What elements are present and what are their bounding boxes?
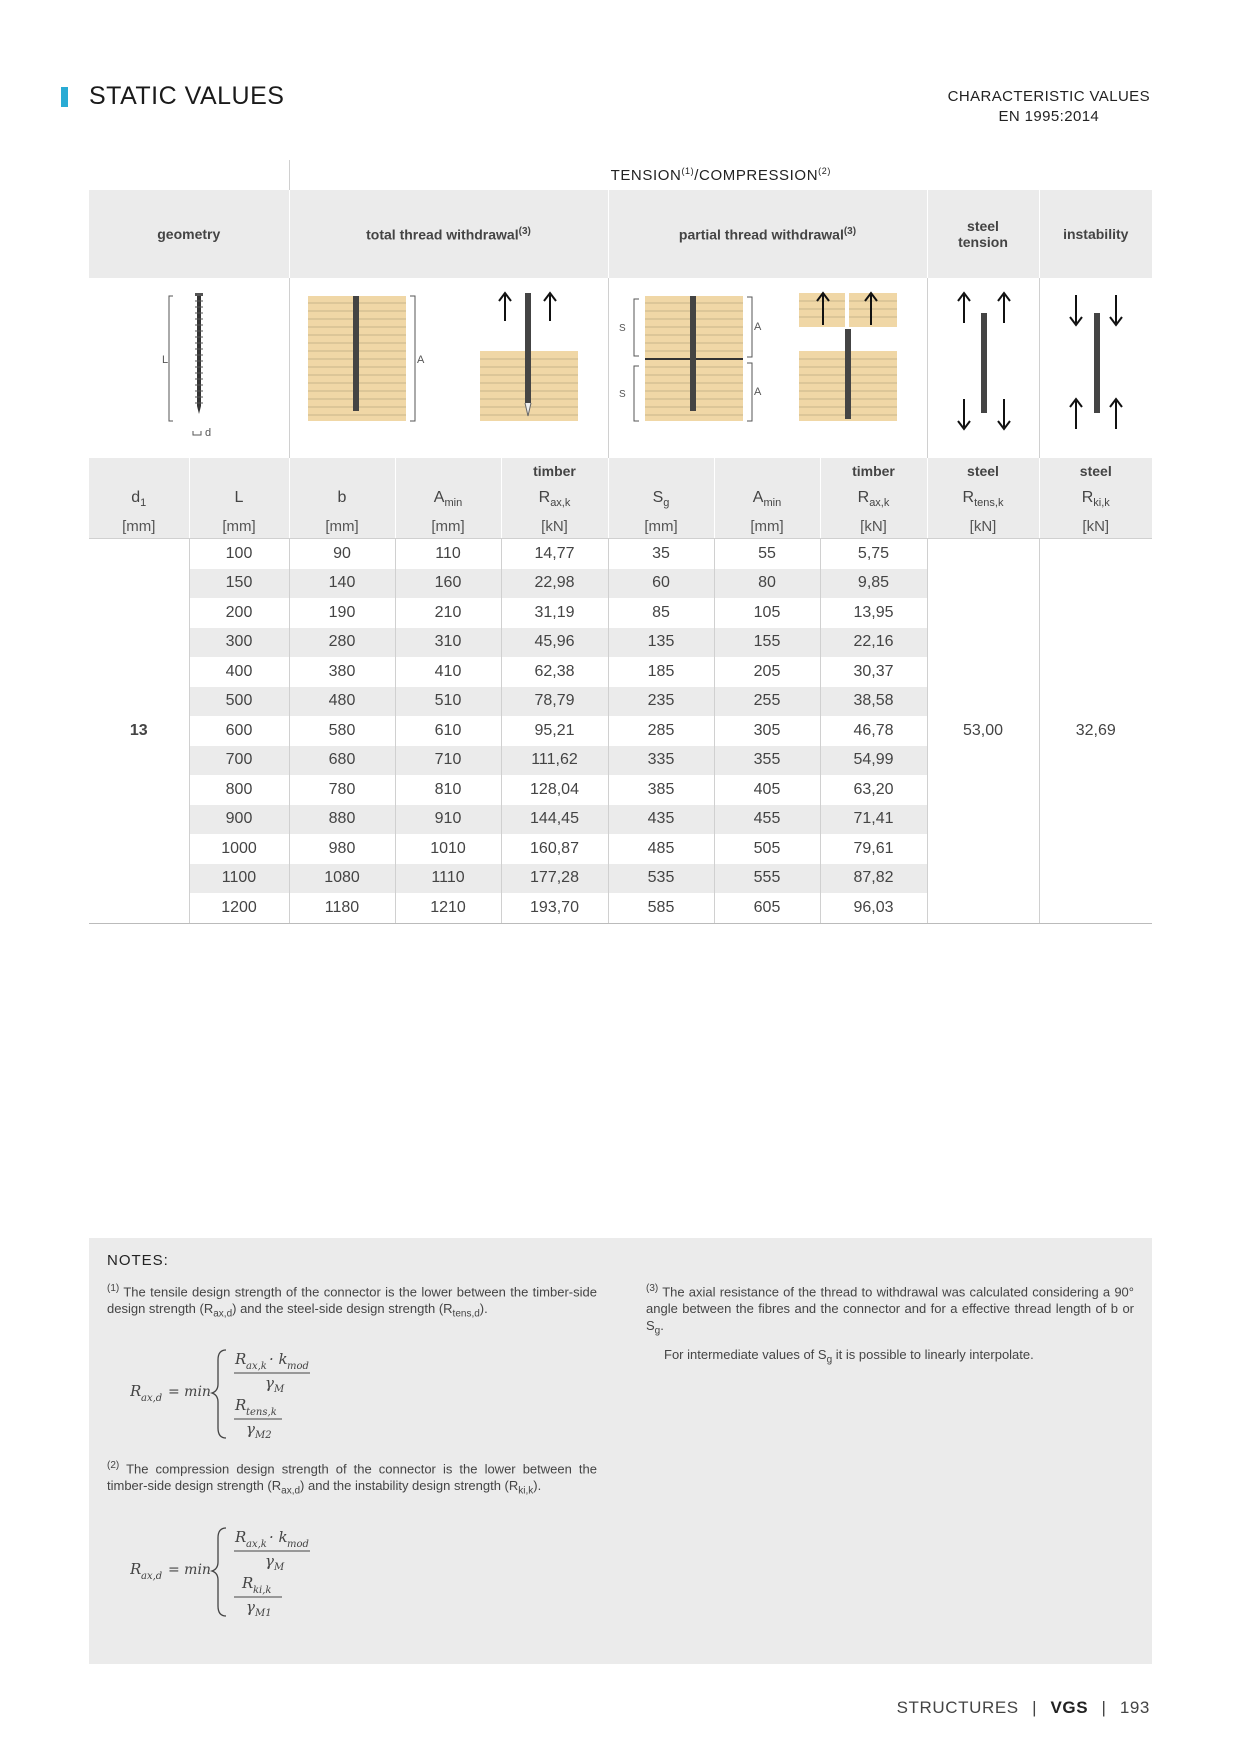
notes-title: NOTES: bbox=[107, 1252, 169, 1269]
svg-text:mod: mod bbox=[287, 1539, 309, 1550]
svg-text:M: M bbox=[274, 1562, 285, 1573]
table-cell: 480 bbox=[289, 687, 395, 717]
col-unit-3: [mm] bbox=[395, 514, 501, 539]
table-cell: 150 bbox=[189, 569, 289, 599]
table-cell: 235 bbox=[608, 687, 714, 717]
table-cell: 910 bbox=[395, 805, 501, 835]
table-cell: 285 bbox=[608, 716, 714, 746]
col-unit-7: [kN] bbox=[820, 514, 927, 539]
table-cell: 1210 bbox=[395, 893, 501, 923]
col-symbol-7: $R_{ax,k}$ bbox=[820, 484, 927, 514]
col-symbol-2: b bbox=[289, 484, 395, 514]
col-symbol-6: $A_{min}$ bbox=[714, 484, 820, 514]
table-cell: 135 bbox=[608, 628, 714, 658]
table-cell: 305 bbox=[714, 716, 820, 746]
table-cell: 1180 bbox=[289, 893, 395, 923]
svg-text:tens,k: tens,k bbox=[246, 1407, 277, 1418]
table-cell: 190 bbox=[289, 598, 395, 628]
col-category-6 bbox=[714, 458, 820, 484]
svg-text:R: R bbox=[130, 1560, 142, 1578]
svg-text:M1: M1 bbox=[255, 1608, 272, 1619]
svg-text:R: R bbox=[235, 1396, 247, 1414]
col-unit-4: [kN] bbox=[501, 514, 608, 539]
svg-text:· k: · k bbox=[269, 1528, 288, 1546]
table-cell: 280 bbox=[289, 628, 395, 658]
table-cell: 980 bbox=[289, 834, 395, 864]
table-cell: 335 bbox=[608, 746, 714, 776]
table-cell: 14,77 bbox=[501, 539, 608, 569]
svg-text:A: A bbox=[753, 320, 761, 333]
svg-text:mod: mod bbox=[287, 1361, 309, 1372]
table-cell: 710 bbox=[395, 746, 501, 776]
table-cell: 62,38 bbox=[501, 657, 608, 687]
table-cell: 700 bbox=[189, 746, 289, 776]
table-cell: 380 bbox=[289, 657, 395, 687]
table-cell: 255 bbox=[714, 687, 820, 717]
table-cell: 555 bbox=[714, 864, 820, 894]
col-symbol-5: $S_g$ bbox=[608, 484, 714, 514]
svg-text:γ: γ bbox=[246, 1598, 255, 1616]
table-cell: 780 bbox=[289, 775, 395, 805]
table-cell: 1100 bbox=[189, 864, 289, 894]
col-category-0 bbox=[89, 458, 189, 484]
total-thread-diagram bbox=[289, 278, 608, 458]
table-cell: 90 bbox=[289, 539, 395, 569]
table-cell: 79,61 bbox=[820, 834, 927, 864]
table-cell: 31,19 bbox=[501, 598, 608, 628]
table-cell: 5,75 bbox=[820, 539, 927, 569]
table-cell: 455 bbox=[714, 805, 820, 835]
svg-text:R: R bbox=[242, 1574, 254, 1592]
col-unit-8: [kN] bbox=[927, 514, 1039, 539]
svg-text:A: A bbox=[753, 385, 761, 398]
col-symbol-1: L bbox=[189, 484, 289, 514]
char-line-1: CHARACTERISTIC VALUES bbox=[947, 88, 1150, 105]
svg-text:R: R bbox=[130, 1382, 142, 1400]
table-cell: 500 bbox=[189, 687, 289, 717]
page-title: STATIC VALUES bbox=[89, 82, 285, 110]
svg-text:A: A bbox=[416, 353, 424, 366]
table-cell: 355 bbox=[714, 746, 820, 776]
rki-cell: 32,69 bbox=[1039, 539, 1152, 924]
table-cell: 55 bbox=[714, 539, 820, 569]
svg-text:S: S bbox=[618, 322, 626, 334]
table-cell: 605 bbox=[714, 893, 820, 923]
table-cell: 310 bbox=[395, 628, 501, 658]
col-category-8: steel bbox=[927, 458, 1039, 484]
table-cell: 87,82 bbox=[820, 864, 927, 894]
table-cell: 22,98 bbox=[501, 569, 608, 599]
col-symbol-4: $R_{ax,k}$ bbox=[501, 484, 608, 514]
svg-text:γ: γ bbox=[265, 1374, 274, 1392]
col-unit-9: [kN] bbox=[1039, 514, 1152, 539]
characteristic-values-label bbox=[948, 87, 1150, 127]
table-cell: 800 bbox=[189, 775, 289, 805]
table-cell: 880 bbox=[289, 805, 395, 835]
table-cell: 177,28 bbox=[501, 864, 608, 894]
table-cell: 580 bbox=[289, 716, 395, 746]
col-category-5 bbox=[608, 458, 714, 484]
col-symbol-9: $R_{ki,k}$ bbox=[1039, 484, 1152, 514]
svg-text:γ: γ bbox=[246, 1420, 255, 1438]
table-cell: 160 bbox=[395, 569, 501, 599]
svg-text:R: R bbox=[235, 1350, 247, 1368]
table-cell: 1000 bbox=[189, 834, 289, 864]
group-steel-tension: steel tension bbox=[927, 190, 1039, 278]
table-cell: 105 bbox=[714, 598, 820, 628]
table-cell: 13,95 bbox=[820, 598, 927, 628]
svg-text:M: M bbox=[274, 1384, 285, 1395]
steel-tension-diagram bbox=[927, 278, 1039, 458]
table-cell: 200 bbox=[189, 598, 289, 628]
table-cell: 485 bbox=[608, 834, 714, 864]
page-number: 193 bbox=[1119, 1698, 1150, 1717]
svg-text:M2: M2 bbox=[255, 1430, 272, 1441]
svg-text:d: d bbox=[205, 426, 212, 439]
col-unit-6: [mm] bbox=[714, 514, 820, 539]
svg-text:· k: · k bbox=[269, 1350, 288, 1368]
table-cell: 111,62 bbox=[501, 746, 608, 776]
table-cell: 80 bbox=[714, 569, 820, 599]
svg-text:γ: γ bbox=[265, 1552, 274, 1570]
table-cell: 510 bbox=[395, 687, 501, 717]
partial-thread-diagram bbox=[608, 278, 927, 458]
table-cell: 535 bbox=[608, 864, 714, 894]
note-1: $^{(1)}$ The tensile design strength of the connector is the lower between the timber-side design strength $(R_{ax,d})$ and the steel-side design strength $(R_{tens,d})$. bbox=[107, 1283, 597, 1320]
table-cell: 585 bbox=[608, 893, 714, 923]
table-cell: 85 bbox=[608, 598, 714, 628]
col-symbol-0: $d_1$ bbox=[89, 484, 189, 514]
table-cell: 185 bbox=[608, 657, 714, 687]
table-cell: 71,41 bbox=[820, 805, 927, 835]
footer-section: STRUCTURES bbox=[896, 1698, 1019, 1717]
svg-text:S: S bbox=[618, 388, 626, 400]
svg-text:R: R bbox=[235, 1528, 247, 1546]
table-cell: 128,04 bbox=[501, 775, 608, 805]
table-cell: 140 bbox=[289, 569, 395, 599]
table-cell: 205 bbox=[714, 657, 820, 687]
table-cell: 100 bbox=[189, 539, 289, 569]
col-unit-5: [mm] bbox=[608, 514, 714, 539]
table-cell: 60 bbox=[608, 569, 714, 599]
group-instability: instability bbox=[1039, 190, 1152, 278]
table-cell: 1110 bbox=[395, 864, 501, 894]
svg-text:ki,k: ki,k bbox=[253, 1585, 272, 1596]
col-category-2 bbox=[289, 458, 395, 484]
col-category-9: steel bbox=[1039, 458, 1152, 484]
geometry-diagram bbox=[89, 278, 289, 458]
table-cell: 1200 bbox=[189, 893, 289, 923]
group-total-thread: total thread withdrawal$^{(3)}$ bbox=[289, 190, 608, 278]
page-footer: STRUCTURES | VGS | 193 bbox=[896, 1698, 1150, 1717]
svg-text:ax,k: ax,k bbox=[246, 1361, 267, 1372]
table-cell: 38,58 bbox=[820, 687, 927, 717]
col-symbol-8: $R_{tens,k}$ bbox=[927, 484, 1039, 514]
table-cell: 54,99 bbox=[820, 746, 927, 776]
formula-tension bbox=[130, 1346, 330, 1450]
col-category-7: timber bbox=[820, 458, 927, 484]
table-cell: 810 bbox=[395, 775, 501, 805]
table-cell: 505 bbox=[714, 834, 820, 864]
col-category-1 bbox=[189, 458, 289, 484]
table-cell: 9,85 bbox=[820, 569, 927, 599]
title-accent-bar bbox=[61, 87, 68, 107]
table-cell: 193,70 bbox=[501, 893, 608, 923]
col-symbol-3: $A_{min}$ bbox=[395, 484, 501, 514]
rtens-cell: 53,00 bbox=[927, 539, 1039, 924]
table-cell: 300 bbox=[189, 628, 289, 658]
col-unit-1: [mm] bbox=[189, 514, 289, 539]
svg-text:ax,d: ax,d bbox=[141, 1393, 163, 1404]
table-cell: 35 bbox=[608, 539, 714, 569]
tension-compression-heading: TENSION$^{(1)}$/COMPRESSION$^{(2)}$ bbox=[289, 160, 1152, 190]
svg-text:ax,k: ax,k bbox=[246, 1539, 267, 1550]
table-cell: 46,78 bbox=[820, 716, 927, 746]
note-2: $^{(2)}$ The compression design strength of the connector is the lower between the timber-side design strength $(R_{ax,d})$ and the instability design strength $(R_{ki,k})$. bbox=[107, 1460, 597, 1497]
table-cell: 22,16 bbox=[820, 628, 927, 658]
svg-text:ax,d: ax,d bbox=[141, 1571, 163, 1582]
table-cell: 680 bbox=[289, 746, 395, 776]
table-cell: 110 bbox=[395, 539, 501, 569]
formula-compression bbox=[130, 1524, 330, 1628]
table-cell: 96,03 bbox=[820, 893, 927, 923]
table-cell: 400 bbox=[189, 657, 289, 687]
L-label: L bbox=[162, 353, 169, 366]
table-cell: 610 bbox=[395, 716, 501, 746]
group-geometry: geometry bbox=[89, 190, 289, 278]
table-cell: 435 bbox=[608, 805, 714, 835]
note-3: $^{(3)}$ The axial resistance of the thread to withdrawal was calculated considering a 90° angle between the fibres and the connector and for a effective thread length of b or $S_g$. For intermediate values of $S_g$ it is possible to linearly interpolate. bbox=[646, 1283, 1134, 1366]
table-cell: 900 bbox=[189, 805, 289, 835]
table-cell: 45,96 bbox=[501, 628, 608, 658]
col-unit-2: [mm] bbox=[289, 514, 395, 539]
table-cell: 1010 bbox=[395, 834, 501, 864]
instability-diagram bbox=[1039, 278, 1152, 458]
table-cell: 600 bbox=[189, 716, 289, 746]
table-cell: 160,87 bbox=[501, 834, 608, 864]
svg-text:= min: = min bbox=[168, 1562, 211, 1578]
table-cell: 210 bbox=[395, 598, 501, 628]
table-cell: 385 bbox=[608, 775, 714, 805]
table-cell: 95,21 bbox=[501, 716, 608, 746]
table-cell: 144,45 bbox=[501, 805, 608, 835]
table-cell: 1080 bbox=[289, 864, 395, 894]
table-cell: 410 bbox=[395, 657, 501, 687]
table-cell: 30,37 bbox=[820, 657, 927, 687]
d1-cell: 13 bbox=[89, 539, 189, 924]
table-cell: 78,79 bbox=[501, 687, 608, 717]
static-values-table bbox=[89, 160, 1152, 924]
char-line-2: EN 1995:2014 bbox=[998, 108, 1100, 125]
col-category-3 bbox=[395, 458, 501, 484]
col-unit-0: [mm] bbox=[89, 514, 189, 539]
table-cell: 405 bbox=[714, 775, 820, 805]
table-cell: 155 bbox=[714, 628, 820, 658]
table-row bbox=[89, 539, 1152, 569]
table-cell: 63,20 bbox=[820, 775, 927, 805]
group-partial-thread: partial thread withdrawal$^{(3)}$ bbox=[608, 190, 927, 278]
svg-text:= min: = min bbox=[168, 1384, 211, 1400]
footer-product: VGS bbox=[1050, 1698, 1089, 1717]
col-category-4: timber bbox=[501, 458, 608, 484]
